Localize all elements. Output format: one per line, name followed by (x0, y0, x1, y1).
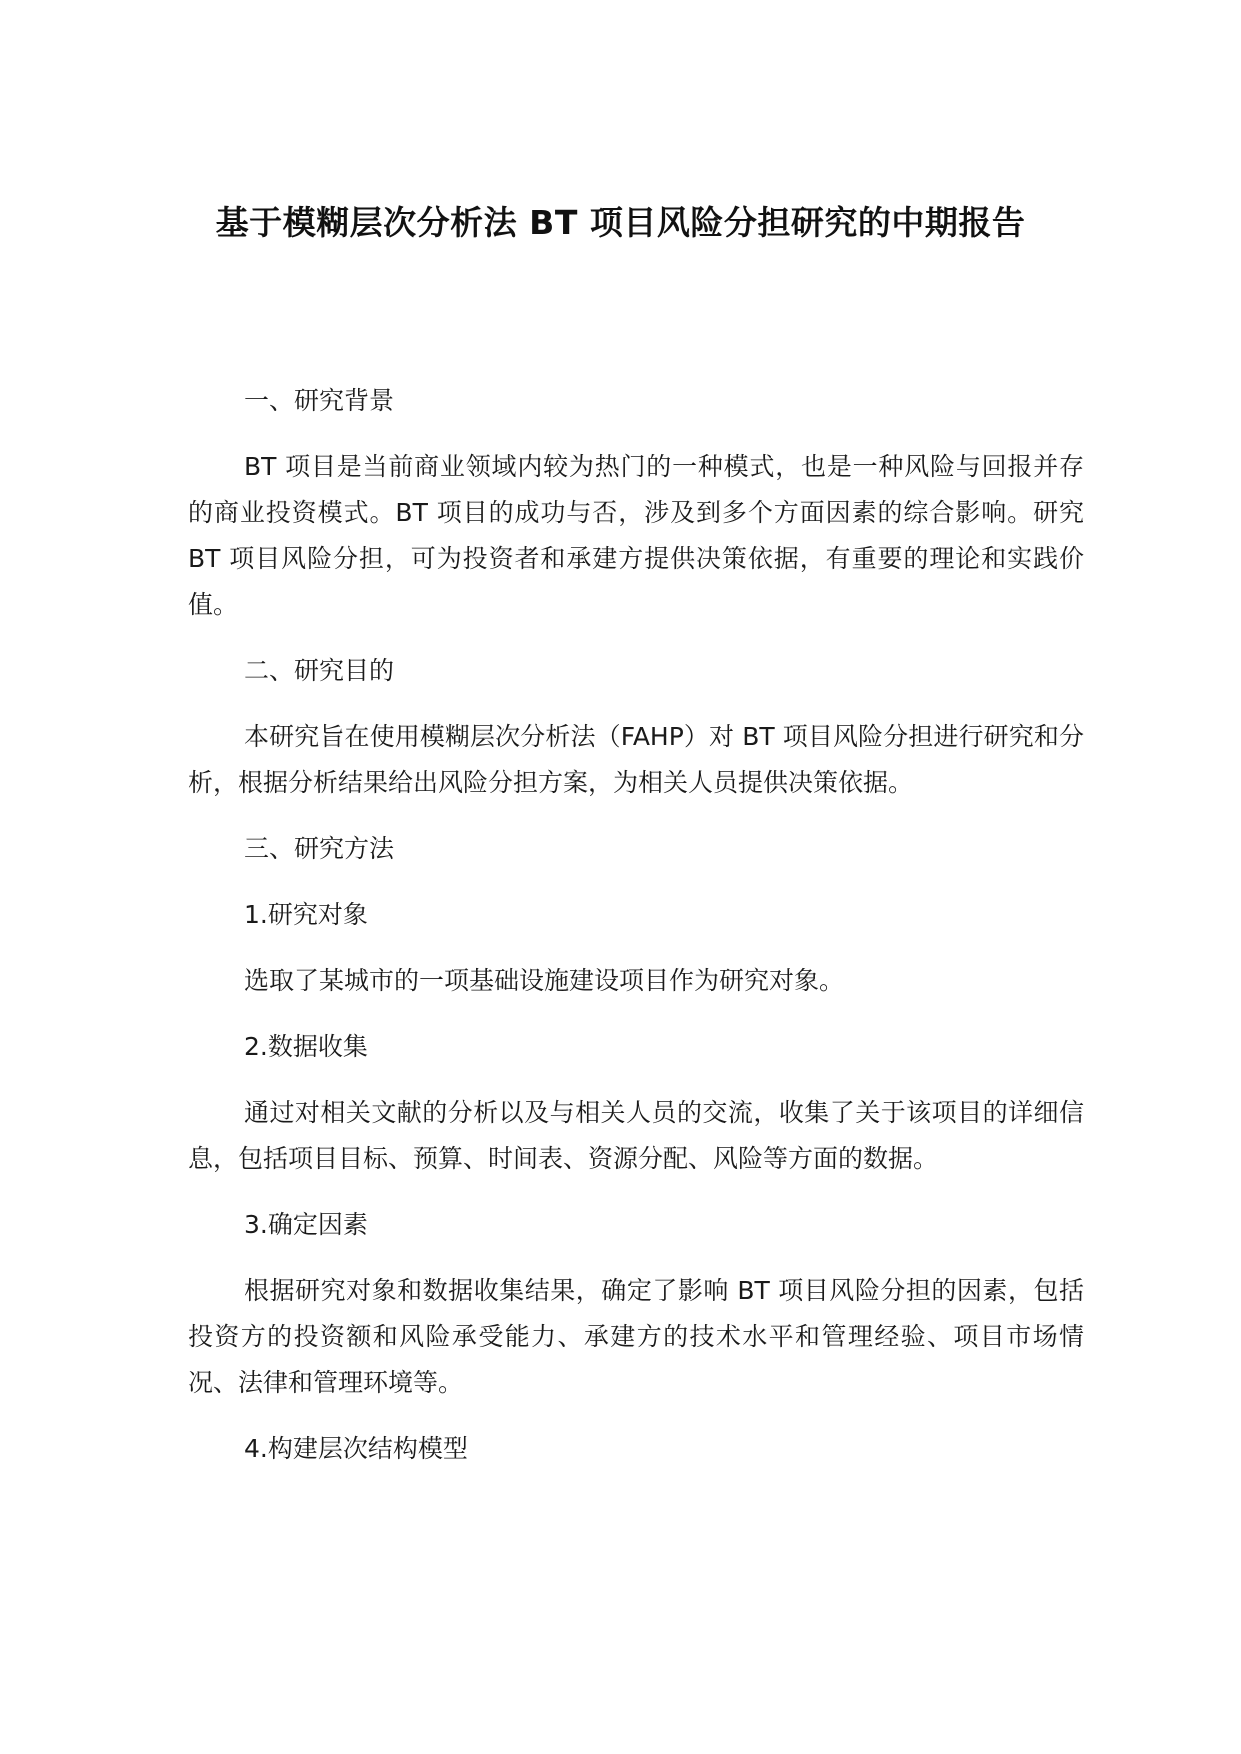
subheading-hierarchy-model: 4.构建层次结构模型 (244, 1434, 468, 1463)
paragraph-background: BT 项目是当前商业领域内较为热门的一种模式，也是一种风险与回报并存的商业投资模式。BT 项目的成功与否，涉及到多个方面因素的综合影响。研究 BT 项目风险分担，可为投资者和承建方提供决策依据，有重要的理论和实践价值。 (188, 452, 1084, 619)
section-heading-purpose: 二、研究目的 (244, 656, 395, 685)
document-body (188, 378, 1084, 1472)
paragraph-factors: 根据研究对象和数据收集结果，确定了影响 BT 项目风险分担的因素，包括投资方的投资额和风险承受能力、承建方的技术水平和管理经验、项目市场情况、法律和管理环境等。 (188, 1276, 1084, 1397)
section-heading-method: 三、研究方法 (244, 834, 395, 863)
subheading-research-object: 1.研究对象 (244, 900, 368, 929)
paragraph-data-collection: 通过对相关文献的分析以及与相关人员的交流，收集了关于该项目的详细信息，包括项目目标、预算、时间表、资源分配、风险等方面的数据。 (188, 1098, 1084, 1173)
subheading-factors: 3.确定因素 (244, 1210, 368, 1239)
section-heading-background: 一、研究背景 (244, 386, 395, 415)
subheading-data-collection: 2.数据收集 (244, 1032, 368, 1061)
paragraph-purpose: 本研究旨在使用模糊层次分析法（FAHP）对 BT 项目风险分担进行研究和分析，根据分析结果给出风险分担方案，为相关人员提供决策依据。 (188, 722, 1084, 797)
paragraph-research-object: 选取了某城市的一项基础设施建设项目作为研究对象。 (244, 966, 845, 995)
document-title: 基于模糊层次分析法 BT 项目风险分担研究的中期报告 (215, 203, 1026, 242)
